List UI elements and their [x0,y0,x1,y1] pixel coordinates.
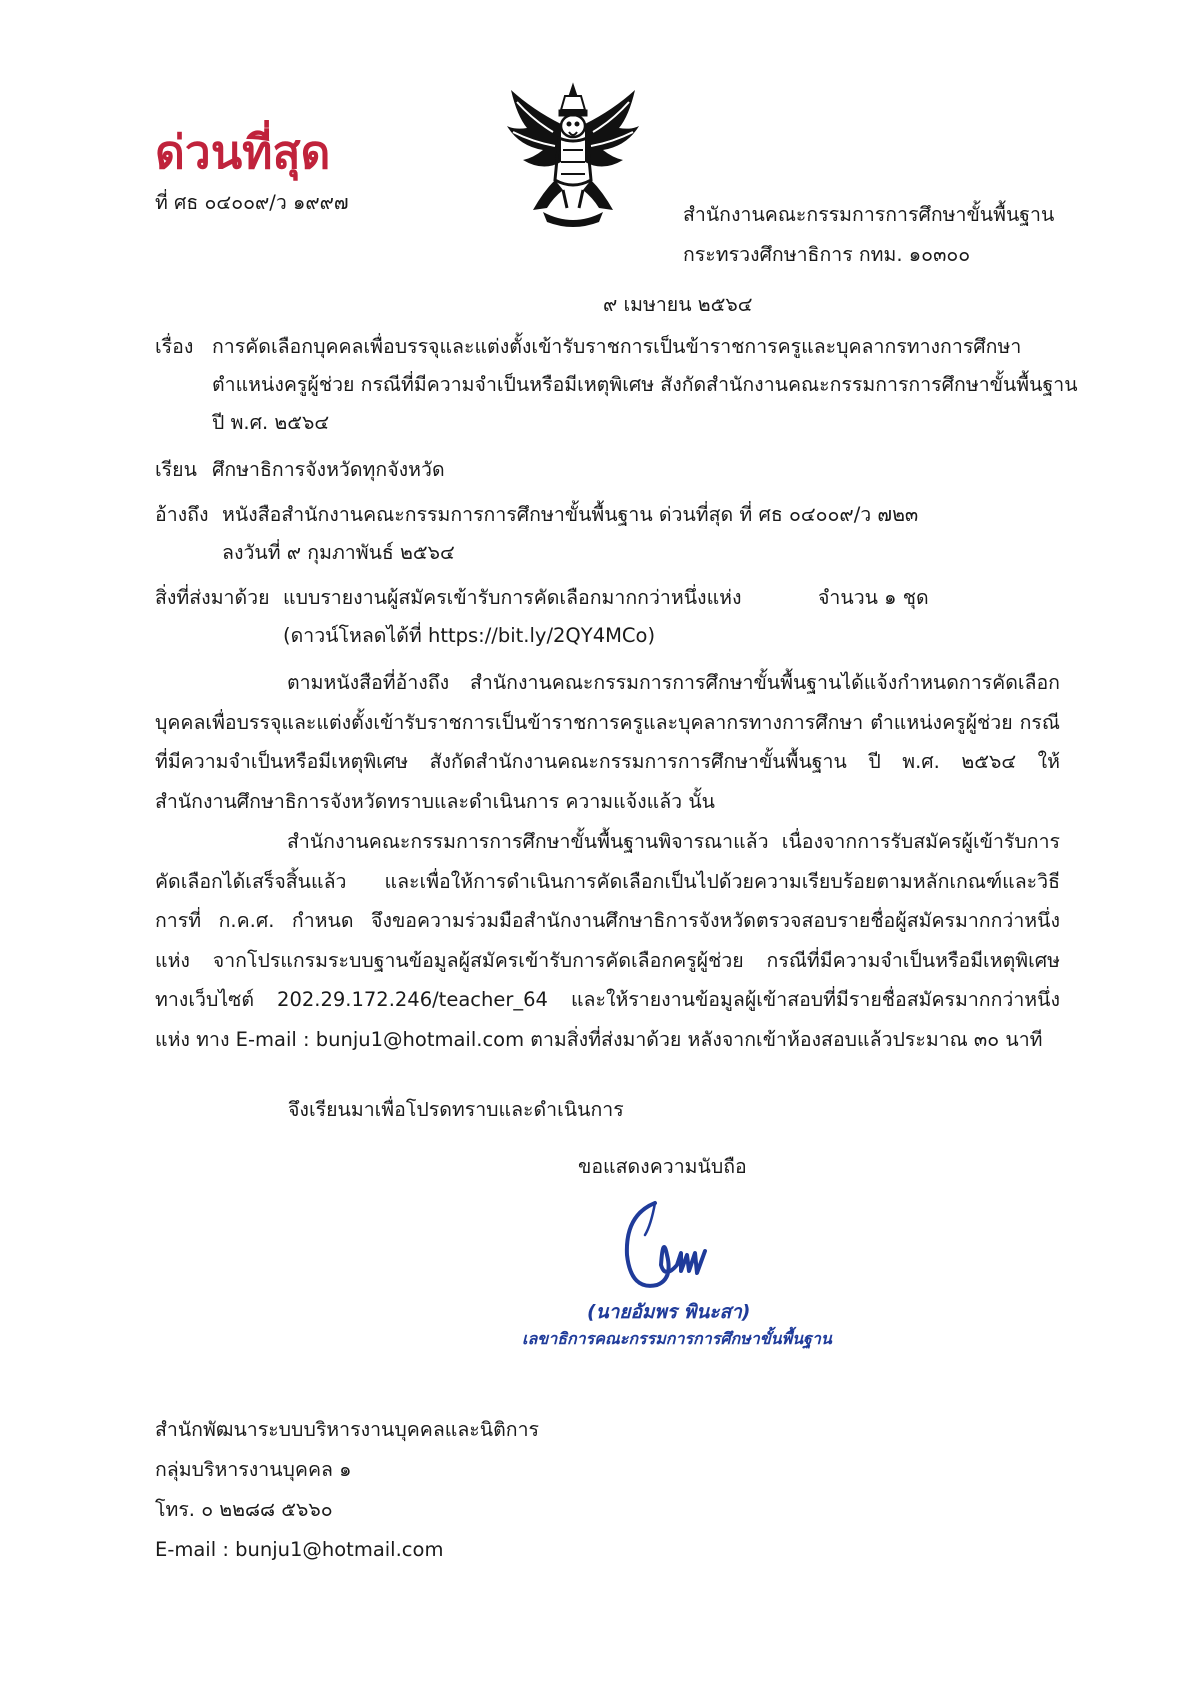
body-paragraph-2 [155,822,1060,1060]
footer-phone: โทร. ๐ ๒๒๘๘ ๕๖๖๐ [155,1498,333,1521]
enclosure-download-link: (ดาวน์โหลดได้ที่ https://bit.ly/2QY4MCo) [283,624,656,647]
signer-title: เลขาธิการคณะกรรมการการศึกษาขั้นพื้นฐาน [522,1329,832,1348]
regards-line: ขอแสดงความนับถือ [578,1155,747,1178]
handwritten-signature-icon [615,1195,745,1305]
body-paragraph-1-text: ตามหนังสือที่อ้างถึง สำนักงานคณะกรรมการการศึกษาขั้นพื้นฐานได้แจ้งกำหนดการคัดเลือกบุคคลเพื่อบรรจุและแต่งตั้งเข้ารับราชการเป็นข้าราชการครูและบุคลากรทางการศึกษา ตำแหน่งครูผู้ช่วย กรณีที่มีความจำเป็นหรือมีเหตุพิเศษ สังกัดสำนักงานคณะกรรมการการศึกษาขั้นพื้นฐาน ปี พ.ศ. ๒๕๖๔ ให้สำนักงานศึกษาธิการจังหวัดทราบและดำเนินการ ความแจ้งแล้ว นั้น [155,671,1060,813]
subject-label: เรื่อง [155,335,194,358]
footer-office: สำนักพัฒนาระบบบริหารงานบุคคลและนิติการ [155,1418,540,1441]
reference-line-1: หนังสือสำนักงานคณะกรรมการการศึกษาขั้นพื้นฐาน ด่วนที่สุด ที่ ศธ ๐๔๐๐๙/ว ๗๒๓ [222,503,919,526]
enclosure-value: แบบรายงานผู้สมัครเข้ารับการคัดเลือกมากกว่าหนึ่งแห่ง [283,586,742,609]
reference-label: อ้างถึง [155,503,209,526]
ref-number: ที่ ศธ ๐๔๐๐๙/ว ๑๙๙๗ [155,191,349,214]
subject-line-2: ตำแหน่งครูผู้ช่วย กรณีที่มีความจำเป็นหรือมีเหตุพิเศษ สังกัดสำนักงานคณะกรรมการการศึกษาขั้นพื้นฐาน [212,373,1078,396]
footer-email: E-mail : bunju1@hotmail.com [155,1538,444,1561]
footer-group: กลุ่มบริหารงานบุคคล ๑ [155,1458,352,1481]
subject-line-3: ปี พ.ศ. ๒๕๖๔ [212,411,330,434]
letter-date: ๙ เมษายน ๒๕๖๔ [603,293,753,316]
garuda-emblem-icon [503,80,643,230]
org-address: กระทรวงศึกษาธิการ กทม. ๑๐๓๐๐ [683,243,971,266]
to-value: ศึกษาธิการจังหวัดทุกจังหวัด [212,458,445,481]
signer-name: (นายอัมพร พินะสา) [587,1301,751,1323]
org-name: สำนักงานคณะกรรมการการศึกษาขั้นพื้นฐาน [683,203,1055,226]
body-paragraph-1 [155,663,1060,821]
urgency-stamp: ด่วนที่สุด [155,125,331,179]
to-label: เรียน [155,458,197,481]
closing-line: จึงเรียนมาเพื่อโปรดทราบและดำเนินการ [288,1098,624,1121]
enclosure-label: สิ่งที่ส่งมาด้วย [155,586,270,609]
reference-line-2: ลงวันที่ ๙ กุมภาพันธ์ ๒๕๖๔ [222,541,455,564]
body-paragraph-2-text: สำนักงานคณะกรรมการการศึกษาขั้นพื้นฐานพิจารณาแล้ว เนื่องจากการรับสมัครผู้เข้ารับการคัดเลือกได้เสร็จสิ้นแล้ว และเพื่อให้การดำเนินการคัดเลือกเป็นไปด้วยความเรียบร้อยตามหลักเกณฑ์และวิธีการที่ ก.ค.ศ. กำหนด จึงขอความร่วมมือสำนักงานศึกษาธิการจังหวัดตรวจสอบรายชื่อผู้สมัครมากกว่าหนึ่งแห่ง จากโปรแกรมระบบฐานข้อมูลผู้สมัครเข้ารับการคัดเลือกครูผู้ช่วย กรณีที่มีความจำเป็นหรือมีเหตุพิเศษ ทางเว็บไซต์ 202.29.172.246/teacher_64 และให้รายงานข้อมูลผู้เข้าสอบที่มีรายชื่อสมัครมากกว่าหนึ่งแห่ง ทาง E-mail : bunju1@hotmail.com ตามสิ่งที่ส่งมาด้วย หลังจากเข้าห้องสอบแล้วประมาณ ๓๐ นาที [155,830,1060,1051]
subject-line-1: การคัดเลือกบุคคลเพื่อบรรจุและแต่งตั้งเข้ารับราชการเป็นข้าราชการครูและบุคลากรทางการศึกษา [212,335,1022,358]
enclosure-quantity: จำนวน ๑ ชุด [818,586,929,609]
